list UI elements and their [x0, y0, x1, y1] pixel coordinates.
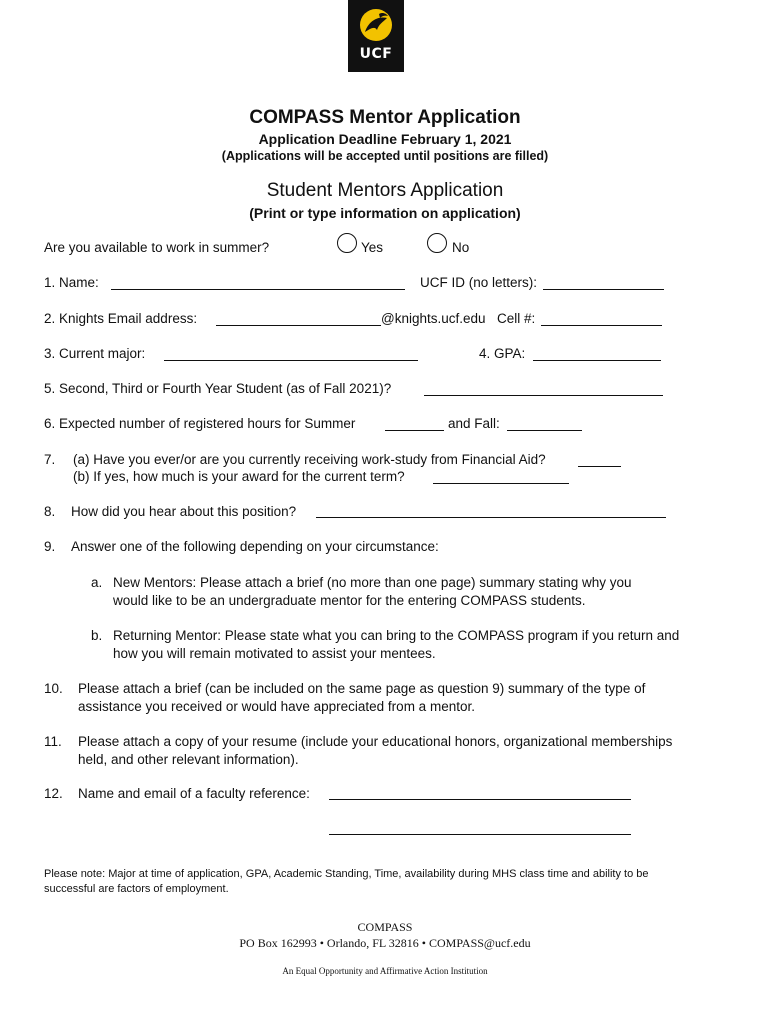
hear-field[interactable]: [316, 517, 666, 518]
q9a-letter: a.: [91, 575, 103, 590]
yes-label: Yes: [361, 240, 384, 255]
summer-hours-field[interactable]: [385, 430, 444, 431]
email-label: 2. Knights Email address:: [44, 311, 198, 326]
award-field[interactable]: [433, 483, 569, 484]
workstudy-field[interactable]: [578, 466, 621, 467]
ucfid-field[interactable]: [543, 289, 664, 290]
q12-number: 12.: [44, 786, 63, 801]
email-field[interactable]: [216, 325, 381, 326]
hours-label: 6. Expected number of registered hours for Summer: [44, 416, 356, 431]
no-radio[interactable]: [427, 233, 447, 253]
q10-line1: Please attach a brief (can be included on the same page as question 9) summary of the type of: [78, 681, 646, 696]
q10-line2: assistance you received or would have appreciated from a mentor.: [78, 699, 475, 714]
q9a-line2: would like to be an undergraduate mentor for the entering COMPASS students.: [113, 593, 586, 608]
yes-radio[interactable]: [337, 233, 357, 253]
major-label: 3. Current major:: [44, 346, 146, 361]
instruction: (Print or type information on application): [249, 205, 521, 221]
deadline: Application Deadline February 1, 2021: [258, 131, 512, 147]
award-label: (b) If yes, how much is your award for the current term?: [73, 469, 405, 484]
reference-field-2[interactable]: [329, 834, 631, 835]
year-field[interactable]: [424, 395, 663, 396]
q9b-line1: Returning Mentor: Please state what you can bring to the COMPASS program if you return and: [113, 628, 680, 643]
page-title: COMPASS Mentor Application: [249, 107, 521, 128]
circumstance-label: Answer one of the following depending on your circumstance:: [71, 539, 439, 554]
pegasus-icon: [357, 6, 395, 44]
q10-number: 10.: [44, 681, 63, 696]
footer-equal-opportunity: An Equal Opportunity and Affirmative Action Institution: [282, 966, 488, 976]
workstudy-label: (a) Have you ever/or are you currently receiving work-study from Financial Aid?: [73, 452, 546, 467]
subtitle: Student Mentors Application: [266, 180, 504, 201]
gpa-label: 4. GPA:: [479, 346, 526, 361]
gpa-field[interactable]: [533, 360, 661, 361]
q9b-line2: how you will remain motivated to assist your mentees.: [113, 646, 436, 661]
footer-org: COMPASS: [357, 920, 413, 934]
q9a-line1: New Mentors: Please attach a brief (no more than one page) summary stating why you: [113, 575, 632, 590]
reference-field-1[interactable]: [329, 799, 631, 800]
footer-address: PO Box 162993 • Orlando, FL 32816 • COMPASS@ucf.edu: [239, 936, 531, 950]
q9-number: 9.: [44, 539, 56, 554]
hear-label: How did you hear about this position?: [71, 504, 297, 519]
cell-field[interactable]: [541, 325, 662, 326]
q9b-letter: b.: [91, 628, 103, 643]
reference-label: Name and email of a faculty reference:: [78, 786, 310, 801]
q11-line2: held, and other relevant information).: [78, 752, 299, 767]
year-label: 5. Second, Third or Fourth Year Student (as of Fall 2021)?: [44, 381, 392, 396]
q11-line1: Please attach a copy of your resume (include your educational honors, organizational memberships: [78, 734, 673, 749]
q7-number: 7.: [44, 452, 56, 467]
ucf-logo: [348, 0, 404, 72]
q11-number: 11.: [44, 734, 62, 749]
note-line1: Please note: Major at time of application, GPA, Academic Standing, Time, availability during MHS class time and ability to be: [44, 868, 649, 880]
no-label: No: [452, 240, 470, 255]
major-field[interactable]: [164, 360, 418, 361]
note-line2: successful are factors of employment.: [44, 883, 229, 895]
q8-number: 8.: [44, 504, 56, 519]
email-domain: @knights.ucf.edu: [381, 311, 486, 326]
cell-label: Cell #:: [497, 311, 536, 326]
accepted-note: (Applications will be accepted until positions are filled): [221, 149, 549, 163]
name-field[interactable]: [111, 289, 405, 290]
ucfid-label: UCF ID (no letters):: [420, 275, 538, 290]
logo-text: UCF: [359, 46, 393, 62]
summer-question: Are you available to work in summer?: [44, 240, 270, 255]
fall-label: and Fall:: [448, 416, 500, 431]
name-label: 1. Name:: [44, 275, 99, 290]
fall-hours-field[interactable]: [507, 430, 582, 431]
